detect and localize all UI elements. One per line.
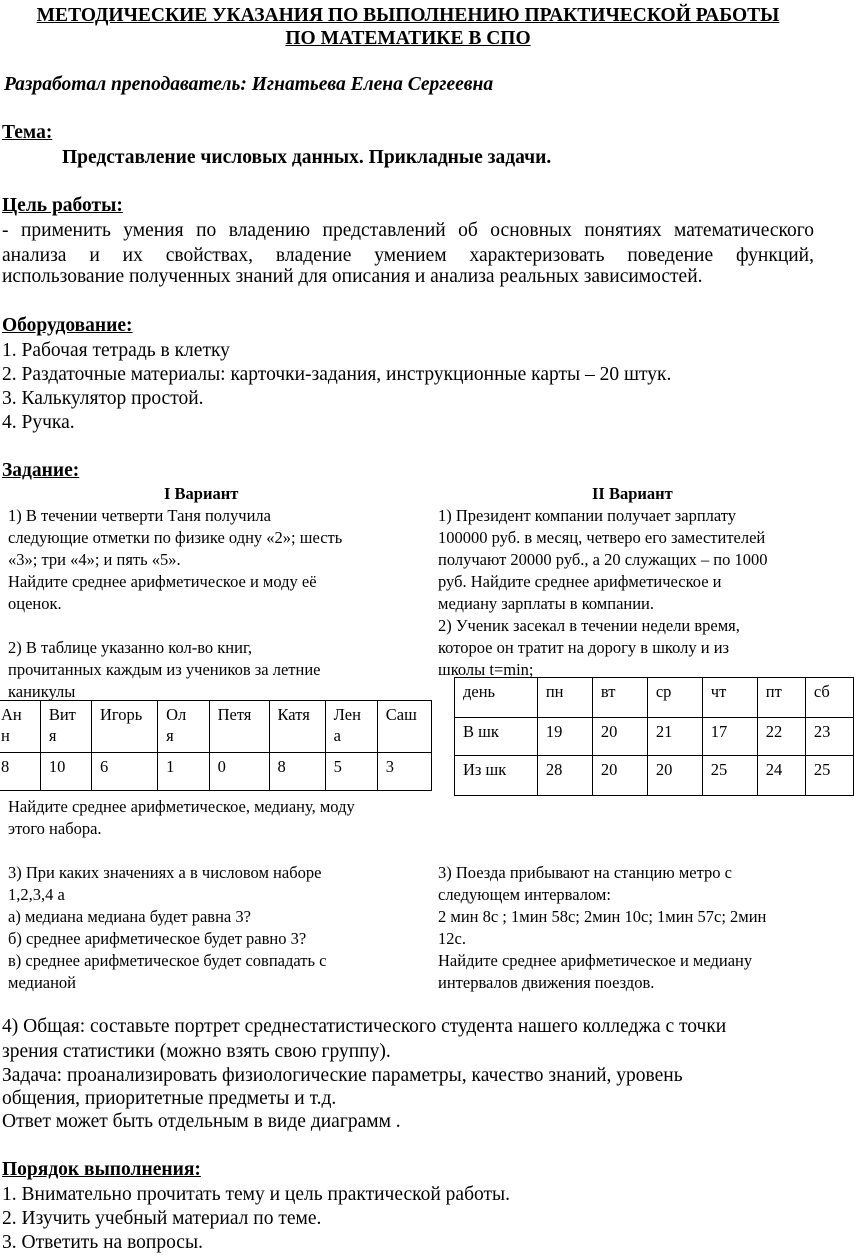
table-cell: ср	[647, 678, 702, 718]
table-cell: пт	[757, 678, 805, 718]
table-cell: 17	[702, 718, 757, 756]
table-cell: 6	[91, 753, 157, 791]
v1-q3-line: медианой	[8, 973, 77, 992]
variant-2-column	[430, 480, 831, 1000]
table-cell: 8	[269, 753, 325, 791]
procedure-item: 3. Ответить на вопросы.	[2, 1232, 203, 1253]
v2-q2-line: которое он тратит на дорогу в школу и из	[438, 638, 730, 657]
table-cell: 20	[647, 756, 702, 796]
goal-line-3: использование полученных знаний для описания и анализа реальных зависимостей.	[2, 266, 703, 287]
v1-q2-after-line: Найдите среднее арифметическое, медиану, моду	[8, 797, 355, 816]
v2-q3-line: 12с.	[438, 929, 466, 948]
table-cell: 23	[805, 718, 853, 756]
v2-q1-line: получают 20000 руб., а 20 служащих – по 1000	[438, 550, 768, 569]
table-cell: чт	[702, 678, 757, 718]
general-line: Ответ может быть отдельным в виде диаграмм .	[2, 1111, 401, 1132]
v1-q1-line: «3»; три «4»; и пять «5».	[8, 550, 181, 569]
task-label: Задание:	[2, 460, 80, 481]
table-cell: 19	[537, 718, 592, 756]
v2-q2-line: 2) Ученик засекал в течении недели время,	[438, 616, 740, 635]
table-cell: Петя	[209, 701, 269, 753]
table-cell: 10	[40, 753, 91, 791]
v1-q2-line: каникулы	[8, 682, 76, 701]
topic-label: Тема:	[2, 122, 53, 143]
v2-q1-line: руб. Найдите среднее арифметическое и	[438, 572, 722, 591]
v1-q2-line: 2) В таблице указанно кол-во книг,	[8, 638, 252, 657]
table-cell: 21	[647, 718, 702, 756]
table-cell: 20	[592, 756, 647, 796]
topic-text: Представление числовых данных. Прикладные задачи.	[62, 147, 552, 168]
table-cell: 22	[757, 718, 805, 756]
table-cell: В шк	[455, 718, 538, 756]
table-cell: Игорь	[91, 701, 157, 753]
document-title-line-1: МЕТОДИЧЕСКИЕ УКАЗАНИЯ ПО ВЫПОЛНЕНИЮ ПРАКТИЧЕСКОЙ РАБОТЫ	[36, 5, 780, 26]
table-cell: 24	[757, 756, 805, 796]
v2-q1-line: 100000 руб. в месяц, четверо его заместителей	[438, 528, 766, 547]
table-cell: 25	[702, 756, 757, 796]
v1-q1-line: Найдите среднее арифметическое и моду её	[8, 572, 317, 591]
v1-q1-line: следующие отметки по физике одну «2»; шесть	[8, 528, 343, 547]
equipment-item: 4. Ручка.	[2, 412, 75, 433]
v2-q3-line: интервалов движения поездов.	[438, 973, 655, 992]
table-cell: 1	[158, 753, 209, 791]
goal-line-2: анализа и их свойствах, владение умением характеризовать поведение функций,	[2, 245, 814, 266]
general-line: зрения статистики (можно взять свою группу).	[2, 1041, 391, 1062]
equipment-label: Оборудование:	[2, 315, 133, 336]
v2-q1-line: 1) Президент компании получает зарплату	[438, 506, 737, 525]
table-cell: сб	[805, 678, 853, 718]
table-cell: 0	[209, 753, 269, 791]
v2-q2-line: школы t=min;	[438, 660, 534, 679]
v1-q3-line: в) среднее арифметическое будет совпадать с	[8, 951, 327, 970]
table-cell: Саш	[377, 701, 431, 753]
table-cell: Катя	[269, 701, 325, 753]
general-line: Задача: проанализировать физиологические параметры, качество знаний, уровень	[2, 1065, 683, 1086]
document-title-line-2: ПО МАТЕМАТИКЕ В СПО	[285, 28, 531, 49]
table-cell: Лен а	[325, 701, 377, 753]
table-cell: 20	[592, 718, 647, 756]
v2-time-table	[454, 677, 854, 796]
general-line: 4) Общая: составьте портрет среднестатистического студента нашего колледжа с точки	[2, 1016, 727, 1037]
v2-q3-line: Найдите среднее арифметическое и медиану	[438, 951, 753, 970]
table-cell: 8	[0, 753, 40, 791]
v1-books-table	[0, 700, 432, 791]
table-cell: 25	[805, 756, 853, 796]
general-line: общения, приоритетные предметы и т.д.	[2, 1088, 337, 1109]
v1-q3-line: б) среднее арифметическое будет равно 3?	[8, 929, 307, 948]
table-cell: Вит я	[40, 701, 91, 753]
v1-q2-after-line: этого набора.	[8, 819, 102, 838]
equipment-item: 2. Раздаточные материалы: карточки-задания, инструкционные карты – 20 штук.	[2, 364, 672, 385]
v1-q2-line: прочитанных каждым из учеников за летние	[8, 660, 321, 679]
v2-q3-line: 2 мин 8с ; 1мин 58с; 2мин 10с; 1мин 57с; 2мин	[438, 907, 767, 926]
goal-line-1: - применить умения по владению представлений об основных понятиях математического	[2, 220, 814, 241]
table-cell: 5	[325, 753, 377, 791]
table-cell: Ан н	[0, 701, 40, 753]
v1-q3-line: 1,2,3,4 a	[8, 885, 65, 904]
author-line: Разработал преподаватель: Игнатьева Елена Сергеевна	[4, 74, 494, 95]
v1-q1-line: 1) В течении четверти Таня получила	[8, 506, 271, 525]
table-cell: 28	[537, 756, 592, 796]
equipment-item: 3. Калькулятор простой.	[2, 388, 204, 409]
v2-q3-line: 3) Поезда прибывают на станцию метро с	[438, 863, 732, 882]
table-cell: пн	[537, 678, 592, 718]
table-cell: день	[455, 678, 538, 718]
goal-label: Цель работы:	[2, 195, 123, 216]
procedure-item: 2. Изучить учебный материал по теме.	[2, 1208, 322, 1229]
v1-q3-line: 3) При каких значениях a в числовом наборе	[8, 863, 322, 882]
table-cell: 3	[377, 753, 431, 791]
procedure-label: Порядок выполнения:	[2, 1159, 201, 1180]
v1-books-table-frame	[0, 700, 432, 790]
variant-1-heading: I Вариант	[164, 484, 239, 503]
v2-q3-line: следующем интервалом:	[438, 885, 611, 904]
table-cell: Из шк	[455, 756, 538, 796]
procedure-item: 1. Внимательно прочитать тему и цель практической работы.	[2, 1184, 510, 1205]
v1-q1-line: оценок.	[8, 594, 62, 613]
variant-2-heading: II Вариант	[592, 484, 673, 503]
equipment-item: 1. Рабочая тетрадь в клетку	[2, 340, 230, 361]
table-cell: вт	[592, 678, 647, 718]
v2-q1-line: медиану зарплаты в компании.	[438, 594, 655, 613]
v1-q3-line: а) медиана медиана будет равна 3?	[8, 907, 251, 926]
table-cell: Ол я	[158, 701, 209, 753]
